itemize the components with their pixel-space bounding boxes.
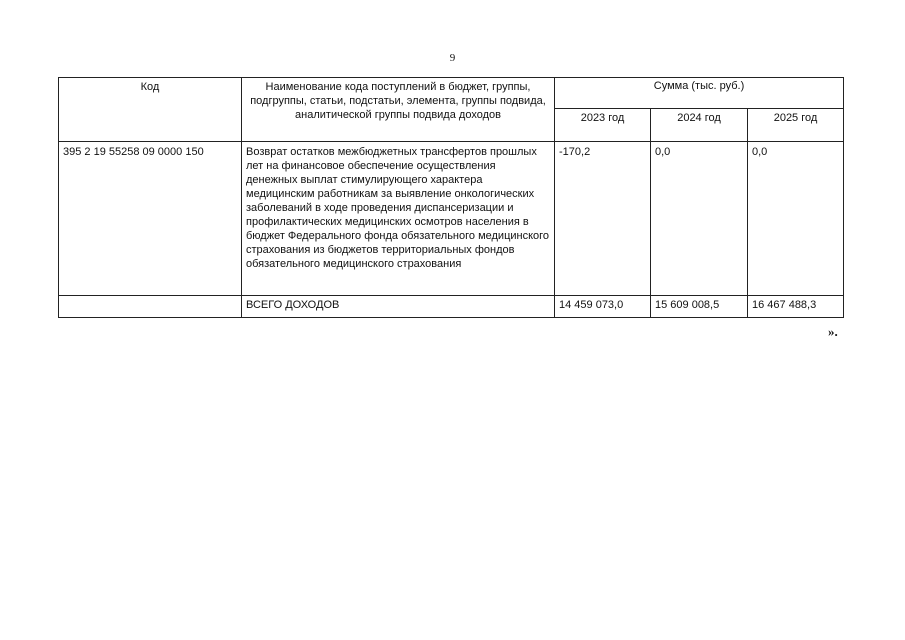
revenue-table bbox=[58, 77, 844, 318]
row-value-2025: 0,0 bbox=[748, 142, 844, 296]
header-sum: Сумма (тыс. руб.) bbox=[555, 78, 844, 109]
header-year-2024: 2024 год bbox=[651, 109, 748, 142]
row-code: 395 2 19 55258 09 0000 150 bbox=[59, 142, 242, 296]
total-value-2024: 15 609 008,5 bbox=[651, 296, 748, 318]
header-name: Наименование кода поступлений в бюджет, группы, подгруппы, статьи, подстатьи, элемента, группы подвида, аналитической группы подвида доходов bbox=[242, 78, 555, 142]
total-label: ВСЕГО ДОХОДОВ bbox=[242, 296, 555, 318]
total-value-2025: 16 467 488,3 bbox=[748, 296, 844, 318]
header-code: Код bbox=[59, 78, 242, 142]
closing-quote-mark: ». bbox=[828, 324, 838, 339]
total-value-2023: 14 459 073,0 bbox=[555, 296, 651, 318]
total-code-empty bbox=[59, 296, 242, 318]
page-number: 9 bbox=[449, 52, 456, 64]
row-name: Возврат остатков межбюджетных трансфертов прошлых лет на финансовое обеспечение осуществления денежных выплат стимулирующего характера медицинским работникам за выявление онкологических заболеваний в ходе проведения диспансеризации и профилактических медицинских осмотров населения в бюджет Федерального фонда обязательного медицинского страхования из бюджетов территориальных фондов обязательного медицинского страхования bbox=[242, 142, 555, 296]
header-year-2023: 2023 год bbox=[555, 109, 651, 142]
header-year-2025: 2025 год bbox=[748, 109, 844, 142]
table-header-row bbox=[59, 78, 844, 109]
total-row bbox=[59, 296, 844, 318]
table-row bbox=[59, 142, 844, 296]
row-value-2023: -170,2 bbox=[555, 142, 651, 296]
row-value-2024: 0,0 bbox=[651, 142, 748, 296]
